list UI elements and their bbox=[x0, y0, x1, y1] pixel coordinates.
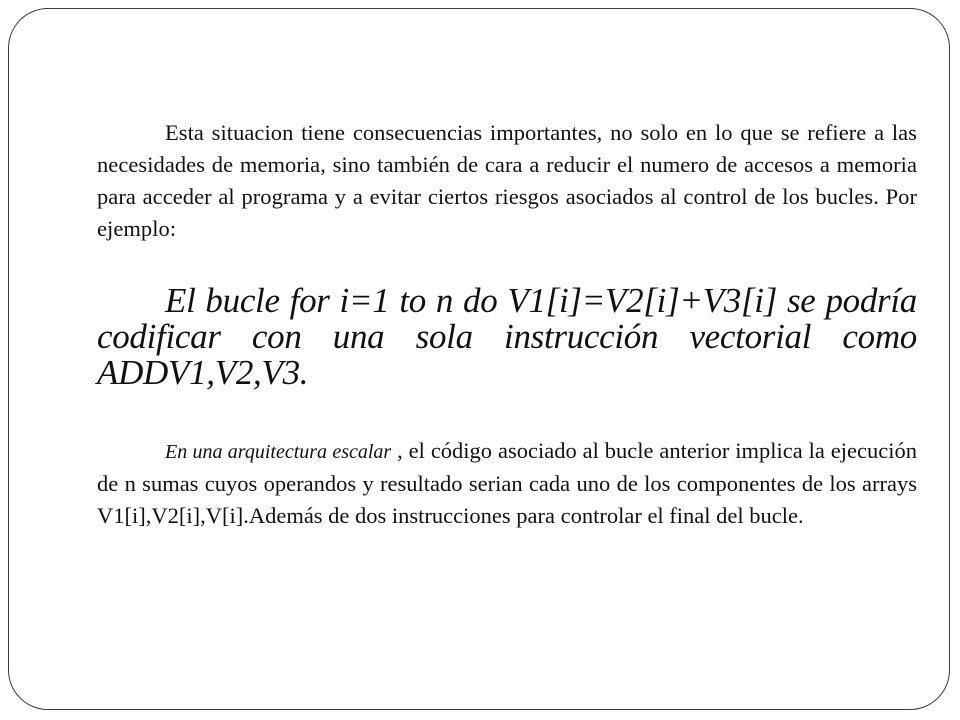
paragraph-scalar bbox=[97, 435, 917, 532]
slide-content bbox=[97, 117, 917, 532]
slide-frame bbox=[8, 8, 950, 710]
paragraph-scalar-body: , el código asociado al bucle anterior implica la ejecución de n sumas cuyos operandos y resultado serian cada uno de los componentes de los arrays V1[i],V2[i],V[i].Además de dos instrucciones para controlar el final del bucle. bbox=[97, 438, 918, 528]
paragraph-scalar-lead: En una arquitectura escalar bbox=[165, 441, 392, 463]
paragraph-intro: Esta situacion tiene consecuencias importantes, no solo en lo que se refiere a las necesidades de memoria, sino también de cara a reducir el numero de accesos a memoria para acceder al programa y a evitar ciertos riesgos asociados al control de los bucles. Por ejemplo: bbox=[97, 120, 917, 241]
paragraph-example: El bucle for i=1 to n do V1[i]=V2[i]+V3[i] se podría codificar con una sola instrucción vectorial como ADDV1,V2,V3. bbox=[97, 281, 917, 392]
